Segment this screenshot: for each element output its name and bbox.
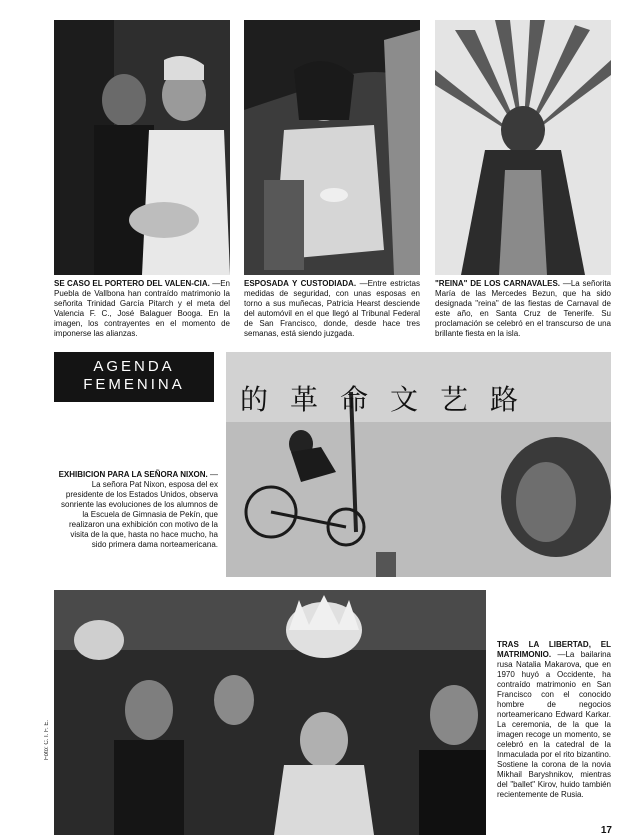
caption-reina bbox=[435, 279, 611, 339]
photo-credit: Foto: C. I. F. E. bbox=[44, 720, 50, 761]
makarova-wedding-photo bbox=[54, 590, 486, 835]
caption-libertad-head: TRAS LA LIBERTAD, EL MATRIMONIO. bbox=[497, 640, 611, 659]
caption-esposada-body: —Entre estrictas medidas de seguridad, con unas esposas en torno a sus muñecas, Patricia Hearst desciende del automóvil en el que llegó al Tribunal Federal de San Francisco, donde, desde hace tres semanas, está siendo juzgada. bbox=[244, 279, 420, 338]
caption-nixon-head: EXHIBICION PARA LA SEÑORA NIXON. bbox=[58, 470, 208, 479]
caption-nixon-body: —La señora Pat Nixon, esposa del ex presidente de los Estados Unidos, observa sonriente las evoluciones de los alumnos de la Escuela de Gimnasia de Pekín, que realizaron una exhibición con motivo de la visita de la que, hasta no hace mucho, ha sido primera dama norteamericana. bbox=[61, 470, 218, 549]
wedding-photo-portero bbox=[54, 20, 230, 275]
carnival-queen-photo bbox=[435, 20, 611, 275]
caption-portero-head: SE CASO EL PORTERO DEL VALEN-CIA. bbox=[54, 279, 210, 288]
caption-esposada bbox=[244, 279, 420, 339]
caption-nixon bbox=[54, 470, 218, 550]
caption-libertad bbox=[497, 640, 611, 800]
agenda-femenina-title bbox=[54, 352, 214, 402]
agenda-line1: AGENDA bbox=[93, 358, 175, 375]
page-number: 17 bbox=[600, 825, 612, 836]
caption-esposada-head: ESPOSADA Y CUSTODIADA. bbox=[244, 279, 357, 288]
caption-reina-head: "REINA" DE LOS CARNAVALES. bbox=[435, 279, 561, 288]
hearst-photo bbox=[244, 20, 420, 275]
caption-portero bbox=[54, 279, 230, 339]
caption-reina-body: —La señorita María de las Mercedes Bezun, que ha sido designada "reina" de las fiestas de Carnaval de este año, en Santa Cruz de Tenerife. Su proclamación se celebró en el transcurso de una brillante fiesta en la isla. bbox=[435, 279, 612, 338]
caption-portero-body: —En Puebla de Vallbona han contraído matrimonio la señorita Trinidad García Pitarch y el meta del Valencia F. C., José Balaguer Booga. En la imagen, los contrayentes en el momento de imponerse las alianzas. bbox=[54, 279, 230, 338]
chinese-banner-text: 的革命文艺路 bbox=[240, 383, 541, 416]
agenda-line2: FEMENINA bbox=[83, 376, 185, 393]
caption-libertad-body: —La bailarina rusa Natalia Makarova, que en 1970 huyó a Occidente, ha contraído matrimonio en San Francisco con el conocido hombre de negocios norteamericano Edward Karkar. La ceremonia, de la que la imagen recoge un momento, se celebró en la catedral de la Inmaculada por el rito bizantino. Sostiene la corona de la novia Mikhail Baryshnikov, mientras del "ballet" Kirov, huido también recientemente de Rusia. bbox=[497, 650, 611, 799]
